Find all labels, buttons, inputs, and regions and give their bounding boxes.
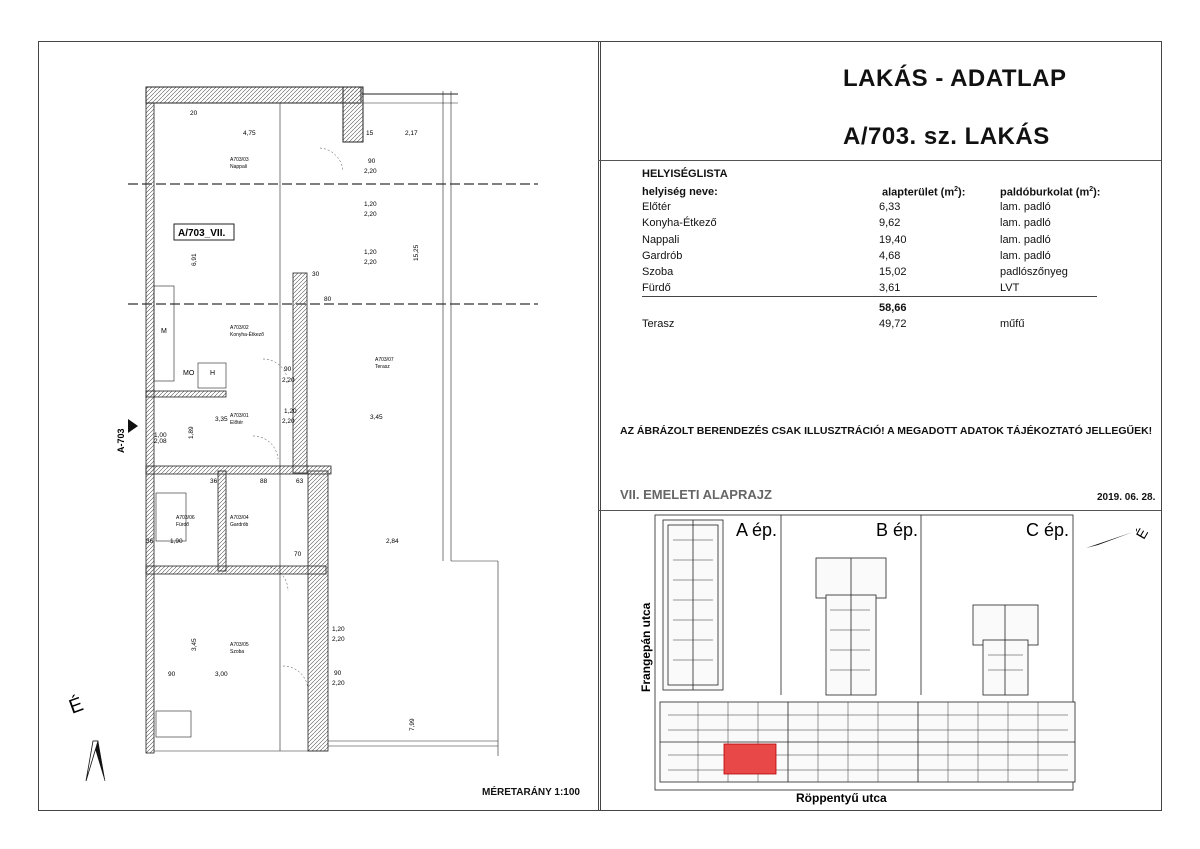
room-floor: lam. padló	[1000, 217, 1051, 230]
room-table	[642, 201, 1102, 299]
dim-label: 90	[334, 670, 342, 677]
dim-label: 2,20	[282, 377, 295, 384]
dim-label: 30	[312, 271, 320, 278]
table-row	[642, 266, 1102, 282]
room-area: 9,62	[879, 217, 901, 230]
table-row	[642, 201, 1102, 217]
street-left-label: Frangepán utca	[639, 602, 653, 692]
room-area: 4,68	[879, 249, 901, 262]
room-tag-code: A703/06	[176, 515, 195, 521]
dim-label: 3,35	[215, 416, 228, 423]
dim-label: 1,89	[188, 426, 195, 439]
room-area: 3,61	[879, 282, 901, 295]
room-name: Előtér	[642, 201, 671, 213]
room-floor: LVT	[1000, 282, 1020, 295]
dim-label: 2,20	[282, 418, 295, 425]
dim-label: 3,00	[215, 671, 228, 678]
dim-label: 88	[260, 478, 268, 485]
dim-label: 2,08	[154, 438, 167, 445]
dim-label: 2,20	[364, 211, 377, 218]
room-name: Nappali	[642, 233, 680, 246]
dim-label: 90	[284, 366, 292, 373]
dim-label: 6,91	[191, 253, 198, 266]
building-a-label: A ép.	[736, 520, 778, 540]
room-floor: padlószőnyeg	[1000, 266, 1068, 279]
room-tag-name: Terasz	[375, 364, 390, 370]
dim-label: 90	[168, 671, 176, 678]
dim-label: 15,25	[413, 244, 420, 261]
dim-label: 36	[210, 478, 218, 485]
floor-plan	[38, 41, 599, 809]
room-tag-code: A703/04	[230, 515, 249, 521]
col-header-name: helyiség neve:	[642, 186, 718, 198]
room-name: Konyha-Étkező	[642, 217, 717, 230]
dim-label: 4,75	[243, 130, 256, 137]
room-name: Gardrób	[642, 249, 683, 262]
dim-label: 1,90	[170, 538, 183, 545]
dim-label: 3,45	[370, 414, 383, 421]
dim-label: 2,20	[364, 168, 377, 175]
room-tag-name: Gardrób	[230, 522, 249, 528]
apartment-number: A/703. sz. LAKÁS	[843, 123, 1050, 150]
scale-label: MÉRETARÁNY 1:100	[482, 787, 580, 798]
date: 2019. 06. 28.	[1097, 492, 1156, 503]
room-tag-code: A703/01	[230, 413, 249, 419]
col-header-floor: paldóburkolat $(m^2)$:	[1000, 186, 1101, 199]
room-tag-name: Szoba	[230, 649, 245, 655]
fixture-mo: MO	[183, 370, 195, 377]
dim-label: 70	[294, 551, 302, 558]
room-area: 19,40	[879, 233, 907, 246]
fixture-m: M	[161, 328, 167, 335]
dim-label: 1,00	[154, 432, 167, 439]
fixture-h: H	[210, 370, 216, 377]
section-marker-icon	[128, 419, 138, 433]
dim-label: 80	[324, 296, 332, 303]
room-tag-name: Nappali	[230, 164, 247, 170]
room-floor: lam. padló	[1000, 233, 1051, 246]
terrace-floor: műfű	[1000, 318, 1025, 330]
room-tag-name: Fürdő	[176, 522, 190, 528]
dim-label: 20	[190, 110, 198, 117]
room-floor: lam. padló	[1000, 249, 1051, 262]
building-c-label: C ép.	[1026, 520, 1070, 540]
dim-label: 1,20	[364, 201, 377, 208]
plan-north-label: É	[66, 693, 87, 719]
table-row	[642, 234, 1102, 250]
room-list-heading: HELYISÉGLISTA	[642, 168, 728, 180]
room-area: 15,02	[879, 266, 907, 279]
floor-label: VII. EMELETI ALAPRAJZ	[620, 487, 772, 502]
dim-label: 2,17	[405, 130, 418, 137]
col-header-area: alapterület $(m^2)$:	[882, 186, 966, 199]
site-north-label: É	[1132, 525, 1152, 542]
side-label: A-703	[116, 428, 126, 453]
room-area: 6,33	[879, 201, 901, 213]
room-tag-name: Konyha-Étkező	[230, 332, 264, 338]
dim-label: 1,20	[332, 626, 345, 633]
divider-line	[598, 160, 1161, 161]
dim-label: 1,20	[284, 408, 297, 415]
total-area: 58,66	[879, 302, 907, 314]
terrace-area: 49,72	[879, 318, 907, 330]
room-floor: lam. padló	[1000, 201, 1051, 213]
table-row	[642, 250, 1102, 266]
room-tag-name: Előtér	[230, 420, 244, 426]
dim-label: 3,45	[191, 638, 198, 651]
building-b-label: B ép.	[876, 520, 919, 540]
table-row	[642, 217, 1102, 233]
dim-label: 2,20	[332, 636, 345, 643]
terrace-name: Terasz	[642, 318, 675, 330]
dim-label: 2,20	[364, 259, 377, 266]
room-name: Szoba	[642, 266, 674, 279]
dim-label: 15	[366, 130, 374, 137]
north-arrow-icon	[1086, 532, 1133, 548]
dim-label: 2,84	[386, 538, 399, 545]
room-tag-code: A703/05	[230, 642, 249, 648]
room-name: Fürdő	[642, 282, 671, 295]
disclaimer: AZ ÁBRÁZOLT BERENDEZÉS CSAK ILLUSZTRÁCIÓ! A MEGADOTT ADATOK TÁJÉKOZTATÓ JELLEGŰEK!	[620, 425, 1153, 437]
dim-label: 2,20	[332, 680, 345, 687]
north-arrow-outline	[86, 741, 98, 781]
dim-label: 63	[296, 478, 304, 485]
dim-label: 1,20	[364, 249, 377, 256]
unit-label: A/703_VII.	[178, 228, 226, 239]
room-tag-code: A703/02	[230, 325, 249, 331]
highlighted-unit	[724, 744, 776, 774]
street-bottom-label: Röppentyű utca	[796, 791, 887, 805]
dim-label: 36	[146, 538, 154, 545]
room-tag-code: A703/07	[375, 357, 394, 363]
dim-label: 7,99	[409, 718, 416, 731]
site-map	[598, 510, 1160, 809]
sheet-title: LAKÁS - ADATLAP	[843, 65, 1067, 92]
room-tag-code: A703/03	[230, 157, 249, 163]
dim-label: 90	[368, 158, 376, 165]
total-rule	[642, 296, 1097, 297]
